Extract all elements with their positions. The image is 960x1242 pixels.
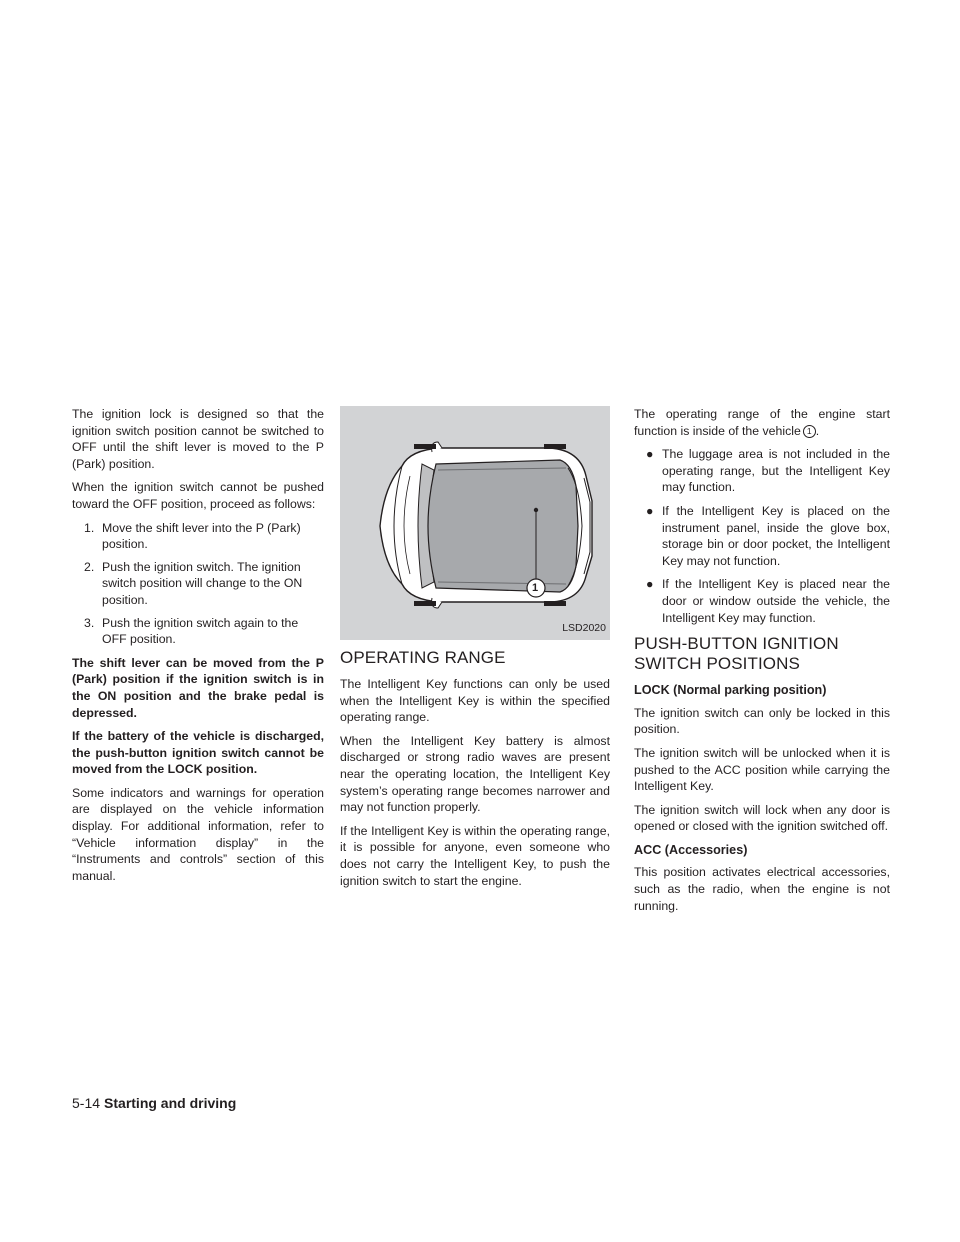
heading-operating-range: OPERATING RANGE — [340, 648, 506, 667]
left-column — [72, 406, 324, 891]
paragraph-indicators: Some indicators and warnings for operation are displayed on the vehicle information display. For additional information, refer to “Vehicle information display” in the “Instruments and controls” section of this manual. — [72, 785, 324, 883]
list-item — [634, 446, 890, 496]
list-item — [634, 576, 890, 626]
section-title: Starting and driving — [104, 1095, 237, 1111]
paragraph-operating-range-1: The Intelligent Key functions can only be used when the Intelligent Key is within the specified operating range. — [340, 677, 610, 725]
callout-circle-icon: 1 — [803, 425, 816, 438]
step-number: 2. — [84, 559, 95, 574]
paragraph-lock-1: The ignition switch can only be locked in this position. — [634, 705, 890, 737]
paragraph-operating-range-3: If the Intelligent Key is within the operating range, it is possible for anyone, even someone who does not carry the Intelligent Key, to push the ignition switch to start the engine. — [340, 823, 610, 888]
engine-start-range-end: . — [815, 423, 820, 438]
step-text: Push the ignition switch again to the OFF position. — [102, 615, 299, 647]
car-top-view-illustration — [340, 406, 610, 640]
middle-column — [340, 406, 610, 896]
paragraph-operating-range-2: When the Intelligent Key battery is almost discharged or strong radio waves are present near the operating location, the Intelligent Key system’s operating range becomes narrower and may not function properly. — [340, 733, 610, 815]
heading-switch-positions: PUSH-BUTTON IGNITION SWITCH POSITIONS — [634, 634, 839, 674]
subheading-lock: LOCK (Normal parking position) — [634, 683, 827, 698]
paragraph-acc-1: This position activates electrical accessories, such as the radio, when the engine is not running. — [634, 865, 890, 913]
step-item — [72, 615, 324, 648]
range-notes-list — [634, 446, 890, 626]
bullet-icon: ● — [646, 577, 654, 592]
step-number: 1. — [84, 520, 95, 535]
paragraph-ignition-lock: The ignition lock is designed so that the ignition switch position cannot be switched to OFF until the shift lever is moved to the P (Park) position. — [72, 407, 324, 471]
figure-callout-number: 1 — [532, 582, 539, 594]
subheading-acc: ACC (Accessories) — [634, 842, 748, 857]
bold-note-shift-lever: The shift lever can be moved from the P (Park) position if the ignition switch is in the ON position and the brake pedal is depressed. — [72, 655, 324, 720]
paragraph-lock-3: The ignition switch will lock when any door is opened or closed with the ignition switched off. — [634, 802, 890, 834]
right-column — [634, 406, 890, 921]
engine-start-range-text: The operating range of the engine start function is inside of the vehicle — [634, 407, 890, 438]
bold-note-battery: If the battery of the vehicle is discharged, the push-button ignition switch cannot be moved from the LOCK position. — [72, 729, 324, 777]
page-footer — [72, 1095, 236, 1111]
paragraph-engine-start-range — [634, 406, 890, 439]
bullet-icon: ● — [646, 503, 654, 518]
bullet-text: The luggage area is not included in the operating range, but the Intelligent Key may function. — [662, 447, 890, 495]
paragraph-lock-2: The ignition switch will be unlocked when it is pushed to the ACC position while carrying the Intelligent Key. — [634, 745, 890, 794]
bullet-text: If the Intelligent Key is placed on the instrument panel, inside the glove box, storage bin or door pocket, the Intelligent Key may not function. — [662, 503, 890, 568]
step-item — [72, 520, 324, 553]
bullet-icon: ● — [646, 447, 654, 462]
step-number: 3. — [84, 615, 95, 630]
list-item — [634, 503, 890, 569]
step-text: Move the shift lever into the P (Park) position. — [102, 520, 301, 552]
bullet-text: If the Intelligent Key is placed near the door or window outside the vehicle, the Intelligent Key may function. — [662, 577, 890, 625]
step-item — [72, 559, 324, 609]
paragraph-proceed: When the ignition switch cannot be pushed toward the OFF position, proceed as follows: — [72, 480, 324, 511]
figure-code: LSD2020 — [562, 622, 606, 635]
page-number: 5-14 — [72, 1095, 101, 1111]
step-text: Push the ignition switch. The ignition switch position will change to the ON position. — [102, 559, 303, 607]
vehicle-top-view-figure — [340, 406, 610, 640]
steps-list — [72, 520, 324, 648]
